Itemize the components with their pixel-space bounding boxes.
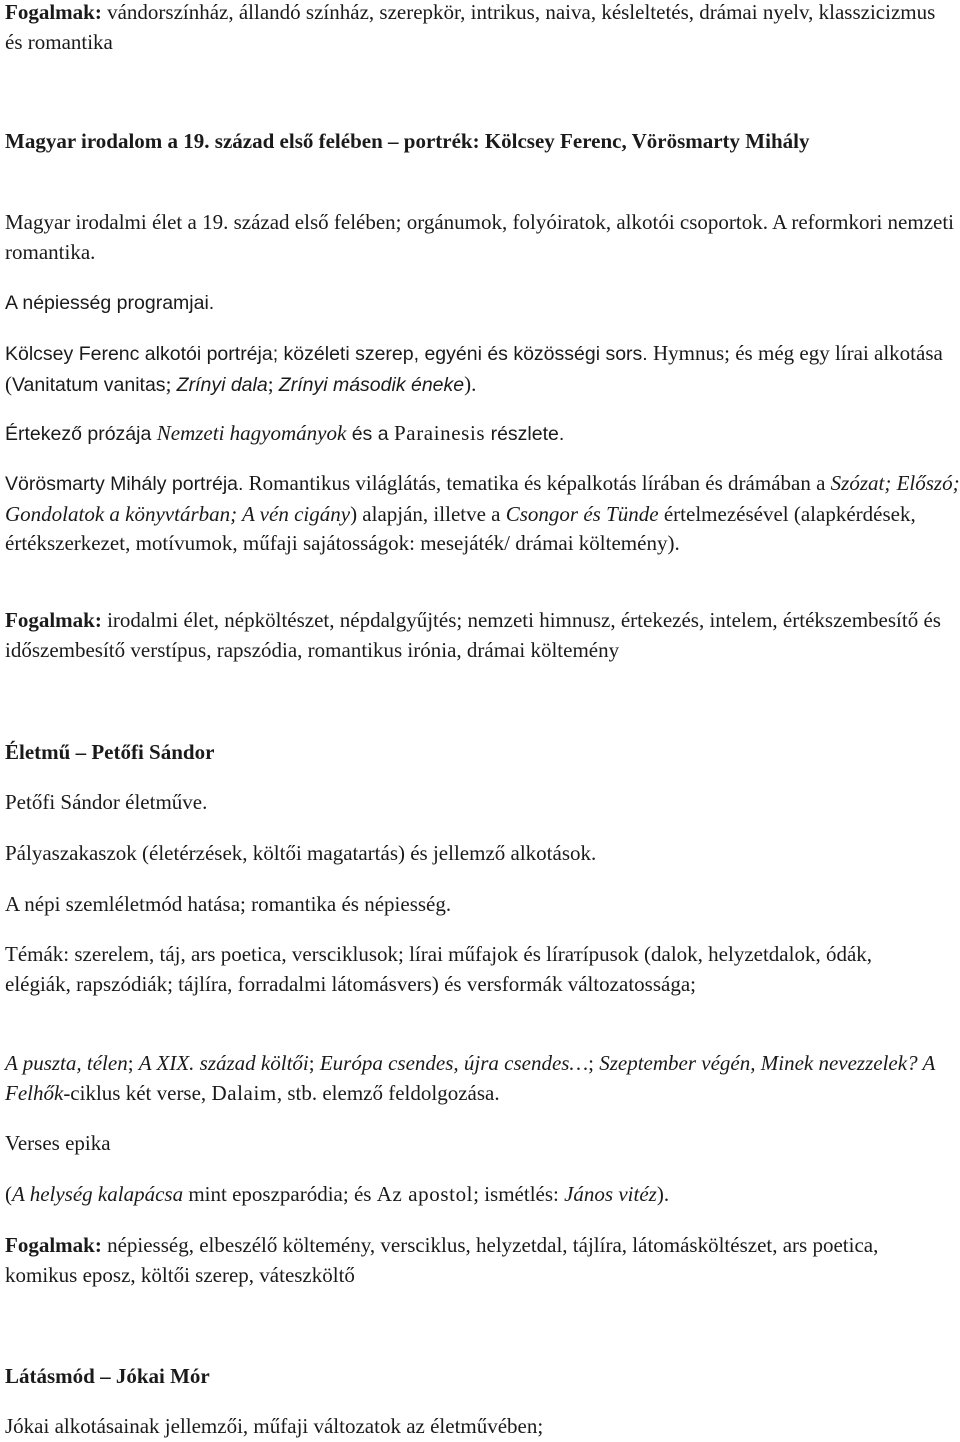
work-sep1: ; [127,1051,139,1075]
fogalmak-paragraph-1 [5,0,955,57]
work-xix-szazad: A XIX. század költői [138,1051,309,1075]
kolcsey-zrinyi-dala: Zrínyi dala [176,373,268,396]
kolcsey-sep2: ; [267,371,279,396]
fogalmak-label: Fogalmak: [5,608,102,632]
vorosmarty-d: ) alapján, illetve a [350,501,506,526]
fogalmak-label: Fogalmak: [5,1233,102,1257]
section-heading-19th-century: Magyar irodalom a 19. század első felében – portrék: Kölcsey Ferenc, Vörösmarty Mihály [5,129,810,153]
ertekezo-a: Értekező prózája [5,423,157,445]
epika-janos-vitez: János vitéz [564,1182,657,1206]
kolcsey-intro: Kölcsey Ferenc alkotói portréja; közéleti szerep, egyéni és közösségi sors. [5,343,648,365]
paragraph-petofi-eletmu: Petőfi Sándor életműve. [5,790,208,814]
work-tail: , stb. elemző feldolgozása. [276,1080,500,1105]
epika-helyseg: A helység kalapácsa [12,1182,184,1206]
vorosmarty-intro: Vörösmarty Mihály portréja. [5,473,244,495]
paragraph-epika-detail [5,1180,669,1210]
section-heading-petofi: Életmű – Petőfi Sándor [5,740,215,764]
paragraph-nepiesseg: A népiesség programjai. [5,292,215,314]
paragraph-petofi-works [5,1049,935,1108]
ertekezo-parainesis: Parainesis [394,421,486,445]
epika-open: ( [5,1182,12,1206]
work-puszta: A puszta, télen [5,1051,128,1075]
work-europa: Európa csendes, újra csendes… [319,1051,589,1075]
work-sep3: ; [588,1051,600,1075]
kolcsey-hymnus: Hymnus; és még egy lírai alkotása ( [5,341,943,396]
fogalmak-paragraph-2 [5,606,960,665]
section-heading-jokai: Látásmód – Jókai Mór [5,1364,210,1388]
vorosmarty-works: Szózat; Előszó; Gondolatok a könyvtárban; A vén cigány [5,471,960,526]
fogalmak-label: Fogalmak: [5,0,102,24]
fogalmak-paragraph-3 [5,1231,950,1290]
fogalmak-text: irodalmi élet, népköltészet, népdalgyűjtés; nemzeti himnusz, értekezés, intelem, értékszembesítő és időszembesítő verstípus, rapszódia, romantikus irónia, drámai költemény [5,608,941,662]
kolcsey-vanitas: Vanitatum vanitas [12,373,166,396]
epika-apostol: Az apostol [376,1182,474,1206]
kolcsey-close: ). [464,371,477,396]
fogalmak-text: népiesség, elbeszélő költemény, versciklus, helyzetdal, tájlíra, látomásköltészet, ars poetica, komikus eposz, költői szerep, váteszköltő [5,1233,879,1287]
ertekezo-e: részlete. [485,423,565,445]
ertekezo-c: és a [346,423,394,445]
paragraph-verses-epika: Verses epika [5,1131,111,1155]
paragraph-kolcsey [5,339,955,400]
vorosmarty-f: értelmezésével (alapkérdések, értékszerkezet, motívumok, műfaji sajátosságok: mesejáték/ drámai költemény). [5,501,916,555]
paragraph-palyaszakaszok: Pályaszakaszok (életérzések, költői magatartás) és jellemző alkotások. [5,841,597,865]
work-felhok-suffix: -ciklus két verse, [63,1080,212,1105]
vorosmarty-b: Romantikus világlátás, tematika és képalkotás lírában és drámában a [243,471,831,495]
paragraph-temak: Témák: szerelem, táj, ars poetica, versciklusok; lírai műfajok és lírатípusok (dalok, helyzetdalok, ódák, elégiák, rapszódiák; tájlíra, forradalmi látomásvers) és versformák változatossága; [5,942,873,996]
kolcsey-zrinyi-masodik: Zrínyi második éneke [278,373,465,396]
paragraph-vorosmarty [5,469,960,559]
kolcsey-sep1: ; [165,371,177,396]
paragraph-ertekezo [5,419,564,450]
ertekezo-nemzeti: Nemzeti hagyományok [156,421,347,445]
paragraph-irodalmi-elet: Magyar irodalmi élet a 19. század első felében; orgánumok, folyóiratok, alkotói csoportok. A reformkori nemzeti romantika. [5,210,954,264]
vorosmarty-csongor: Csongor és Tünde [505,501,659,526]
paragraph-nepi-szemlelet: A népi szemléletmód hatása; romantika és népiesség. [5,892,452,916]
epika-close: ). [656,1182,670,1206]
work-sep2: ; [308,1051,320,1075]
work-dalaim: Dalaim [211,1080,277,1105]
paragraph-jokai: Jókai alkotásainak jellemzői, műfaji változatok az életművében; [5,1414,544,1438]
fogalmak-text: vándorszínház, állandó színház, szerepkör, intrikus, naiva, késleltetés, drámai nyelv, klasszicizmus és romantika [5,0,936,54]
work-szeptember: Szeptember végén, Minek nevezzelek? A Felhők [5,1051,935,1105]
epika-c: mint eposzparódia; és [183,1182,377,1206]
epika-e: ; ismétlés: [473,1182,565,1206]
